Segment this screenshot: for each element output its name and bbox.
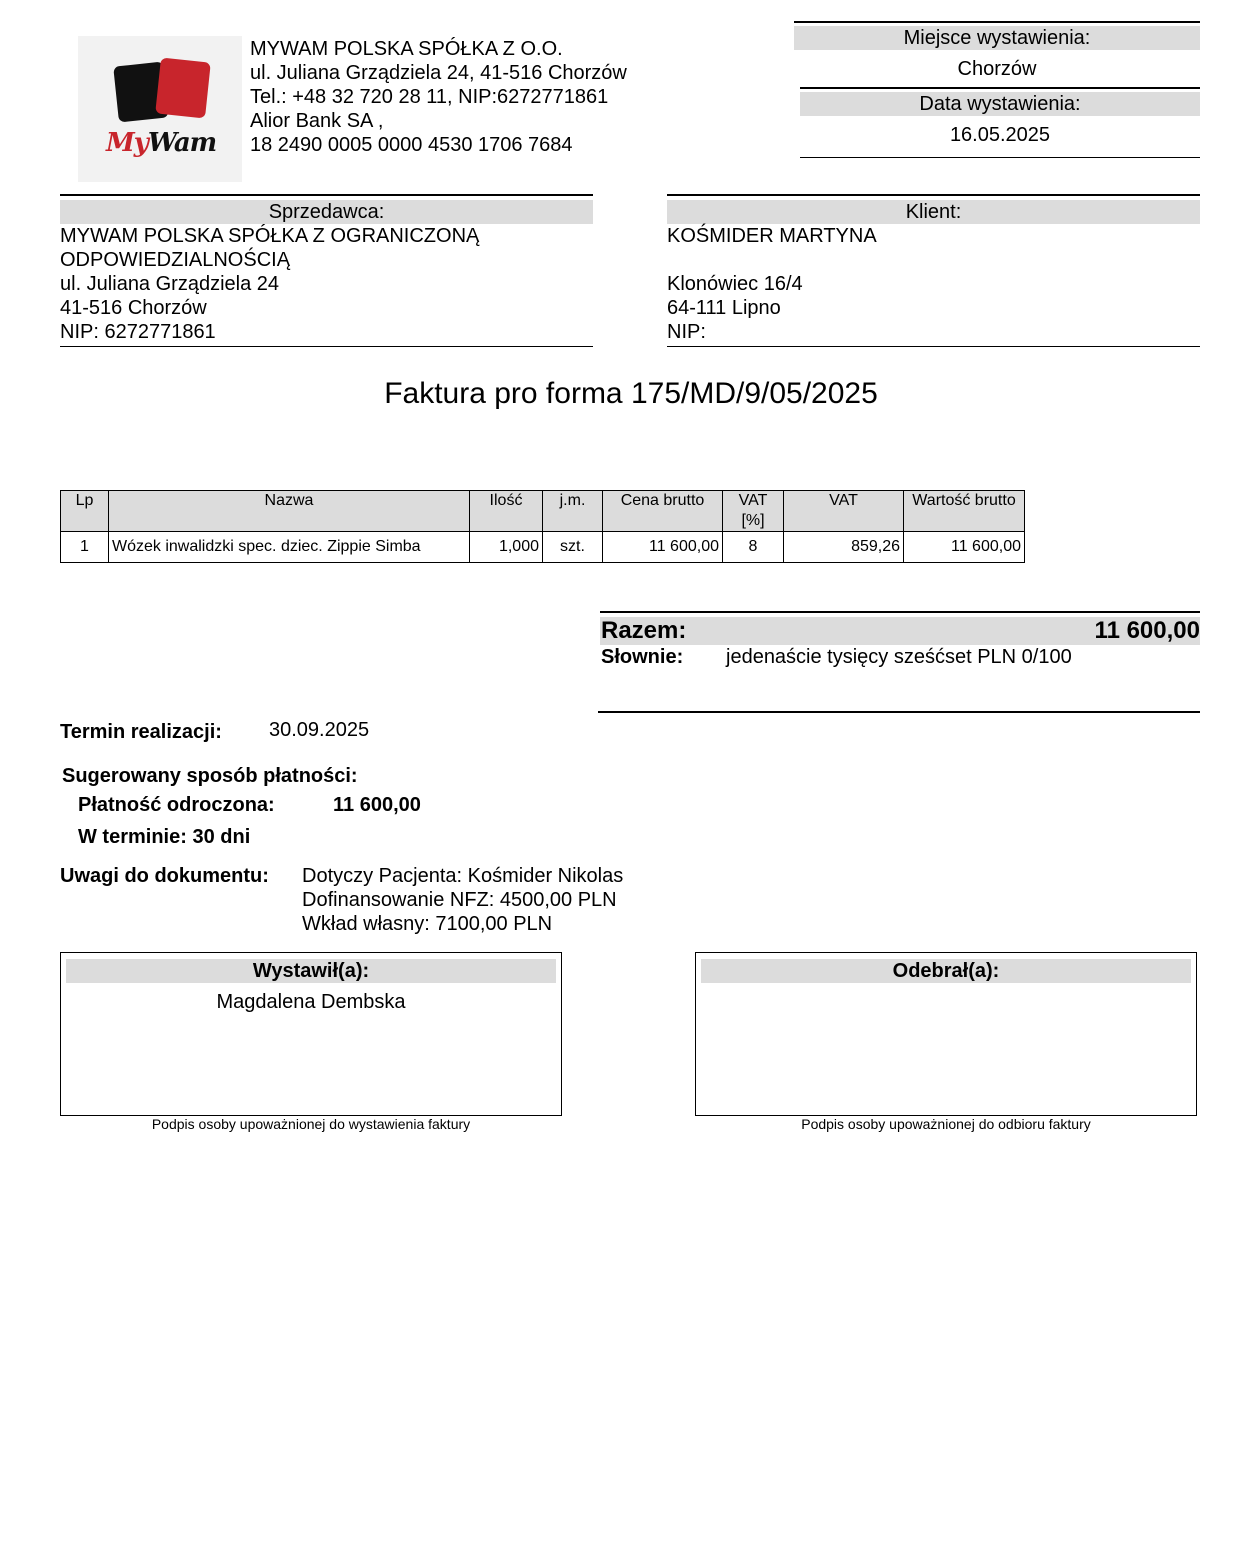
items-table (60, 490, 1025, 563)
client-line: NIP: (667, 321, 706, 343)
payment-term: W terminie: 30 dni (78, 826, 251, 848)
client-details (667, 224, 877, 344)
cell-vat-pct: 8 (723, 532, 784, 563)
logo-red-tile (155, 58, 211, 119)
client-line: Klonówiec 16/4 (667, 273, 803, 295)
seller-details (60, 224, 479, 344)
col-cena: Cena brutto (603, 491, 723, 532)
seller-line: ul. Juliana Grządziela 24 (60, 273, 280, 295)
divider (800, 87, 1200, 89)
seller-line: MYWAM POLSKA SPÓŁKA Z OGRANICZONĄ (60, 225, 480, 247)
divider (794, 21, 1200, 23)
client-label: Klient: (667, 200, 1200, 224)
total-value: 11 600,00 (1094, 617, 1200, 644)
cell-lp: 1 (61, 532, 109, 563)
deadline-value: 30.09.2025 (269, 719, 370, 741)
divider (598, 711, 1200, 713)
issue-date-value: 16.05.2025 (949, 124, 1051, 146)
in-words-label: Słownie: (601, 646, 684, 668)
notes-lines (302, 864, 623, 936)
total-bar (600, 617, 1200, 645)
notes-label: Uwagi do dokumentu: (60, 865, 269, 887)
divider (60, 346, 593, 347)
logo-wordmark: MyWam (106, 128, 217, 158)
notes-line: Wkład własny: 7100,00 PLN (302, 913, 553, 935)
issuer-name: Magdalena Dembska (216, 991, 406, 1013)
col-nazwa: Nazwa (109, 491, 470, 532)
table-header-row (61, 491, 1025, 532)
client-line (667, 248, 877, 272)
col-wartosc: Wartość brutto (904, 491, 1025, 532)
issuer-label: Wystawił(a): (66, 959, 556, 983)
company-bank: Alior Bank SA , (250, 110, 384, 132)
issue-date-label: Data wystawienia: (800, 92, 1200, 116)
cell-wartosc: 11 600,00 (904, 532, 1025, 563)
receiver-label: Odebrał(a): (701, 959, 1191, 983)
company-contact: Tel.: +48 32 720 28 11, NIP:6272771861 (250, 86, 609, 108)
issuer-caption: Podpis osoby upoważnionej do wystawienia faktury (151, 1116, 471, 1132)
receiver-signature-box (695, 952, 1197, 1116)
cell-cena: 11 600,00 (603, 532, 723, 563)
notes-line: Dofinansowanie NFZ: 4500,00 PLN (302, 889, 617, 911)
issue-place-value: Chorzów (957, 58, 1037, 80)
col-lp: Lp (61, 491, 109, 532)
divider (600, 611, 1200, 613)
company-logo (78, 36, 242, 182)
col-ilosc: Ilość (470, 491, 543, 532)
seller-label: Sprzedawca: (60, 200, 593, 224)
company-account: 18 2490 0005 0000 4530 1706 7684 (250, 134, 573, 156)
cell-nazwa: Wózek inwalidzki spec. dziec. Zippie Simba (109, 532, 470, 563)
company-name: MYWAM POLSKA SPÓŁKA Z O.O. (250, 38, 563, 60)
deadline-label: Termin realizacji: (60, 721, 222, 743)
client-line: KOŚMIDER MARTYNA (667, 225, 877, 247)
cell-vat: 859,26 (784, 532, 904, 563)
col-jm: j.m. (543, 491, 603, 532)
issue-place-label: Miejsce wystawienia: (794, 26, 1200, 50)
divider (667, 194, 1200, 196)
table-row (61, 532, 1025, 563)
divider (667, 346, 1200, 347)
notes-line: Dotyczy Pacjenta: Kośmider Nikolas (302, 865, 624, 887)
payment-label: Sugerowany sposób płatności: (62, 765, 358, 787)
issuer-signature-box (60, 952, 562, 1116)
total-label: Razem: (601, 617, 687, 644)
payment-method-label: Płatność odroczona: (78, 794, 275, 816)
col-vat: VAT (784, 491, 904, 532)
cell-ilosc: 1,000 (470, 532, 543, 563)
document-title: Faktura pro forma 175/MD/9/05/2025 (384, 377, 878, 410)
company-address: ul. Juliana Grządziela 24, 41-516 Chorzów (250, 62, 627, 84)
cell-jm: szt. (543, 532, 603, 563)
company-header (250, 37, 627, 157)
seller-line: NIP: 6272771861 (60, 321, 216, 343)
in-words-value: jedenaście tysięcy sześćset PLN 0/100 (726, 646, 1072, 668)
col-vat-pct: VAT [%] (723, 491, 784, 532)
divider (800, 157, 1200, 158)
receiver-caption: Podpis osoby upoważnionej do odbioru faktury (801, 1116, 1091, 1132)
payment-method-value: 11 600,00 (333, 794, 421, 816)
divider (60, 194, 593, 196)
client-line: 64-111 Lipno (667, 297, 781, 319)
seller-line: ODPOWIEDZIALNOŚCIĄ (60, 249, 291, 271)
seller-line: 41-516 Chorzów (60, 297, 207, 319)
